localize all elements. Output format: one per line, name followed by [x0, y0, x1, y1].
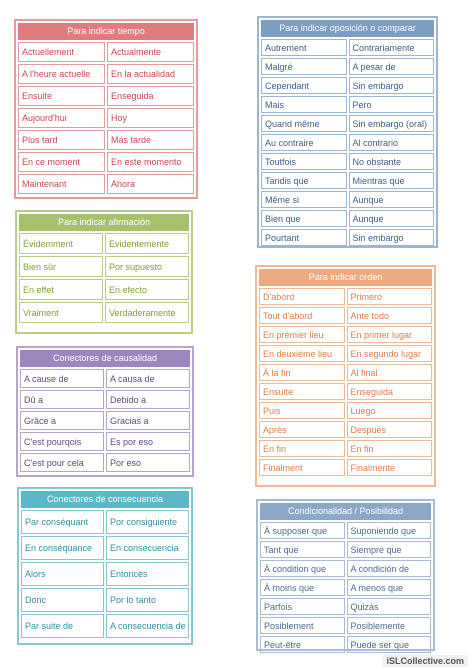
spanish-cell: En fin: [347, 440, 433, 457]
french-cell: Tout d'abord: [259, 307, 345, 324]
table-row: [18, 42, 194, 62]
table-row: [259, 440, 432, 457]
french-cell: Bien que: [261, 210, 347, 227]
spanish-cell: Siempre que: [347, 541, 432, 558]
french-cell: Ensuite: [18, 86, 105, 106]
spanish-cell: En efecto: [105, 279, 189, 300]
table-row: [259, 383, 432, 400]
spanish-cell: A condición de: [347, 560, 432, 577]
french-cell: Même si: [261, 191, 347, 208]
table-row: [21, 536, 189, 560]
table-row: [260, 522, 431, 539]
spanish-cell: Mientras que: [349, 172, 435, 189]
table-row: [19, 233, 189, 254]
table-title: Condicionalidad / Posibilidad: [260, 503, 431, 520]
spanish-cell: Aunque: [349, 210, 435, 227]
spanish-cell: Ante todo: [347, 307, 433, 324]
french-cell: Actuellement: [18, 42, 105, 62]
french-cell: Tant que: [260, 541, 345, 558]
french-cell: Autrement: [261, 39, 347, 56]
table-row: [18, 130, 194, 150]
spanish-cell: Evidentemente: [105, 233, 189, 254]
french-cell: Alors: [21, 562, 104, 586]
spanish-cell: Verdaderamente: [105, 302, 189, 323]
table-row: [18, 108, 194, 128]
table-row: [259, 307, 432, 324]
table-row: [261, 191, 434, 208]
french-cell: À la fin: [259, 364, 345, 381]
spanish-cell: Primero: [347, 288, 433, 305]
french-cell: C'est pourqois: [20, 432, 104, 451]
table-row: [19, 256, 189, 277]
table-consecuencia: [17, 487, 193, 645]
french-cell: Puis: [259, 402, 345, 419]
table-row: [261, 172, 434, 189]
spanish-cell: No obstante: [349, 153, 435, 170]
spanish-cell: Más tarde: [107, 130, 194, 150]
spanish-cell: En segundo lugar: [347, 345, 433, 362]
spanish-cell: En primer lugar: [347, 326, 433, 343]
spanish-cell: Gracias a: [106, 411, 190, 430]
table-row: [21, 510, 189, 534]
table-row: [18, 64, 194, 84]
spanish-cell: Enseguida: [107, 86, 194, 106]
french-cell: Toutfois: [261, 153, 347, 170]
table-row: [261, 58, 434, 75]
table-title: Para indicar afirmación: [19, 214, 189, 231]
table-row: [18, 152, 194, 172]
french-cell: Grâce a: [20, 411, 104, 430]
table-body: [21, 510, 189, 638]
french-cell: Peut-être: [260, 636, 345, 653]
table-row: [259, 364, 432, 381]
french-cell: En effet: [19, 279, 103, 300]
watermark: iSLCollective.com: [382, 655, 468, 667]
spanish-cell: Sin embargo (oral): [349, 115, 435, 132]
table-row: [261, 77, 434, 94]
table-row: [19, 302, 189, 323]
table-title: Conectores de causalidad: [20, 350, 190, 367]
table-row: [18, 86, 194, 106]
table-row: [259, 459, 432, 476]
french-cell: Maintenant: [18, 174, 105, 194]
french-cell: Donc: [21, 588, 104, 612]
table-oposicion: [257, 16, 438, 248]
french-cell: À supposer que: [260, 522, 345, 539]
french-cell: Parfois: [260, 598, 345, 615]
spanish-cell: A consecuencia de: [106, 614, 189, 638]
table-row: [21, 588, 189, 612]
table-row: [260, 617, 431, 634]
spanish-cell: En consecuencia: [106, 536, 189, 560]
table-title: Conectores de consecuencia: [21, 491, 189, 508]
table-row: [261, 210, 434, 227]
spanish-cell: Contrariamente: [349, 39, 435, 56]
french-cell: Bien sûr: [19, 256, 103, 277]
french-cell: Par conséquant: [21, 510, 104, 534]
table-row: [20, 432, 190, 451]
spanish-cell: Quizás: [347, 598, 432, 615]
table-row: [260, 541, 431, 558]
french-cell: A l'heure actuelle: [18, 64, 105, 84]
french-cell: Au contraire: [261, 134, 347, 151]
spanish-cell: En la actualidad: [107, 64, 194, 84]
spanish-cell: Por eso: [106, 453, 190, 472]
french-cell: Évidemment: [19, 233, 103, 254]
table-row: [260, 598, 431, 615]
french-cell: D'abord: [259, 288, 345, 305]
french-cell: Quand même: [261, 115, 347, 132]
spanish-cell: Por consiguiente: [106, 510, 189, 534]
table-body: [260, 522, 431, 653]
table-row: [19, 279, 189, 300]
spanish-cell: En este momento: [107, 152, 194, 172]
french-cell: À moins que: [260, 579, 345, 596]
table-body: [20, 369, 190, 472]
table-row: [259, 345, 432, 362]
french-cell: Finalment: [259, 459, 345, 476]
spanish-cell: Finalmente: [347, 459, 433, 476]
french-cell: Cependant: [261, 77, 347, 94]
table-row: [260, 636, 431, 653]
table-row: [21, 614, 189, 638]
table-afirmacion: [15, 210, 193, 334]
spanish-cell: A causa de: [106, 369, 190, 388]
spanish-cell: Sin embargo: [349, 77, 435, 94]
french-cell: Vraiment: [19, 302, 103, 323]
spanish-cell: Ahora: [107, 174, 194, 194]
french-cell: En ce moment: [18, 152, 105, 172]
table-row: [261, 229, 434, 246]
spanish-cell: A pesar de: [349, 58, 435, 75]
table-row: [259, 288, 432, 305]
spanish-cell: Enseguida: [347, 383, 433, 400]
french-cell: Mais: [261, 96, 347, 113]
french-cell: En fin: [259, 440, 345, 457]
spanish-cell: Aunque: [349, 191, 435, 208]
spanish-cell: Al contrario: [349, 134, 435, 151]
table-row: [259, 402, 432, 419]
french-cell: Après: [259, 421, 345, 438]
table-row: [20, 411, 190, 430]
french-cell: Ensuite: [259, 383, 345, 400]
french-cell: Posiblement: [260, 617, 345, 634]
french-cell: Pourtant: [261, 229, 347, 246]
table-condicionalidad: [256, 499, 435, 651]
french-cell: Dû a: [20, 390, 104, 409]
table-tiempo: [14, 19, 198, 199]
table-orden: [255, 265, 436, 487]
table-row: [21, 562, 189, 586]
table-body: [19, 233, 189, 323]
table-row: [18, 174, 194, 194]
table-row: [260, 560, 431, 577]
spanish-cell: Por lo tanto: [106, 588, 189, 612]
spanish-cell: Luego: [347, 402, 433, 419]
spanish-cell: Sin embargo: [349, 229, 435, 246]
table-row: [260, 579, 431, 596]
french-cell: En deuxième lieu: [259, 345, 345, 362]
table-row: [261, 39, 434, 56]
table-row: [261, 153, 434, 170]
french-cell: Aujourd'hui: [18, 108, 105, 128]
table-row: [261, 96, 434, 113]
french-cell: Par suite de: [21, 614, 104, 638]
spanish-cell: Por supuesto: [105, 256, 189, 277]
french-cell: À condition que: [260, 560, 345, 577]
spanish-cell: Hoy: [107, 108, 194, 128]
table-row: [20, 369, 190, 388]
table-title: Para indicar orden: [259, 269, 432, 286]
french-cell: C'est pour cela: [20, 453, 104, 472]
table-row: [20, 453, 190, 472]
table-row: [259, 421, 432, 438]
french-cell: Malgré: [261, 58, 347, 75]
french-cell: En prémier lieu: [259, 326, 345, 343]
table-title: Para indicar oposición o comparar: [261, 20, 434, 37]
spanish-cell: Después: [347, 421, 433, 438]
table-row: [261, 115, 434, 132]
spanish-cell: Es por eso: [106, 432, 190, 451]
french-cell: A cause de: [20, 369, 104, 388]
table-body: [18, 42, 194, 194]
table-causalidad: [16, 346, 194, 477]
french-cell: Tandis que: [261, 172, 347, 189]
spanish-cell: Puede ser que: [347, 636, 432, 653]
table-body: [259, 288, 432, 476]
spanish-cell: A menos que: [347, 579, 432, 596]
table-row: [259, 326, 432, 343]
spanish-cell: Entonces: [106, 562, 189, 586]
spanish-cell: Al final: [347, 364, 433, 381]
french-cell: En conséquance: [21, 536, 104, 560]
table-title: Para indicar tiempo: [18, 23, 194, 40]
french-cell: Plus tard: [18, 130, 105, 150]
table-row: [20, 390, 190, 409]
spanish-cell: Suponiendo que: [347, 522, 432, 539]
spanish-cell: Pero: [349, 96, 435, 113]
spanish-cell: Actualmente: [107, 42, 194, 62]
spanish-cell: Posiblemente: [347, 617, 432, 634]
table-body: [261, 39, 434, 246]
table-row: [261, 134, 434, 151]
spanish-cell: Debido a: [106, 390, 190, 409]
